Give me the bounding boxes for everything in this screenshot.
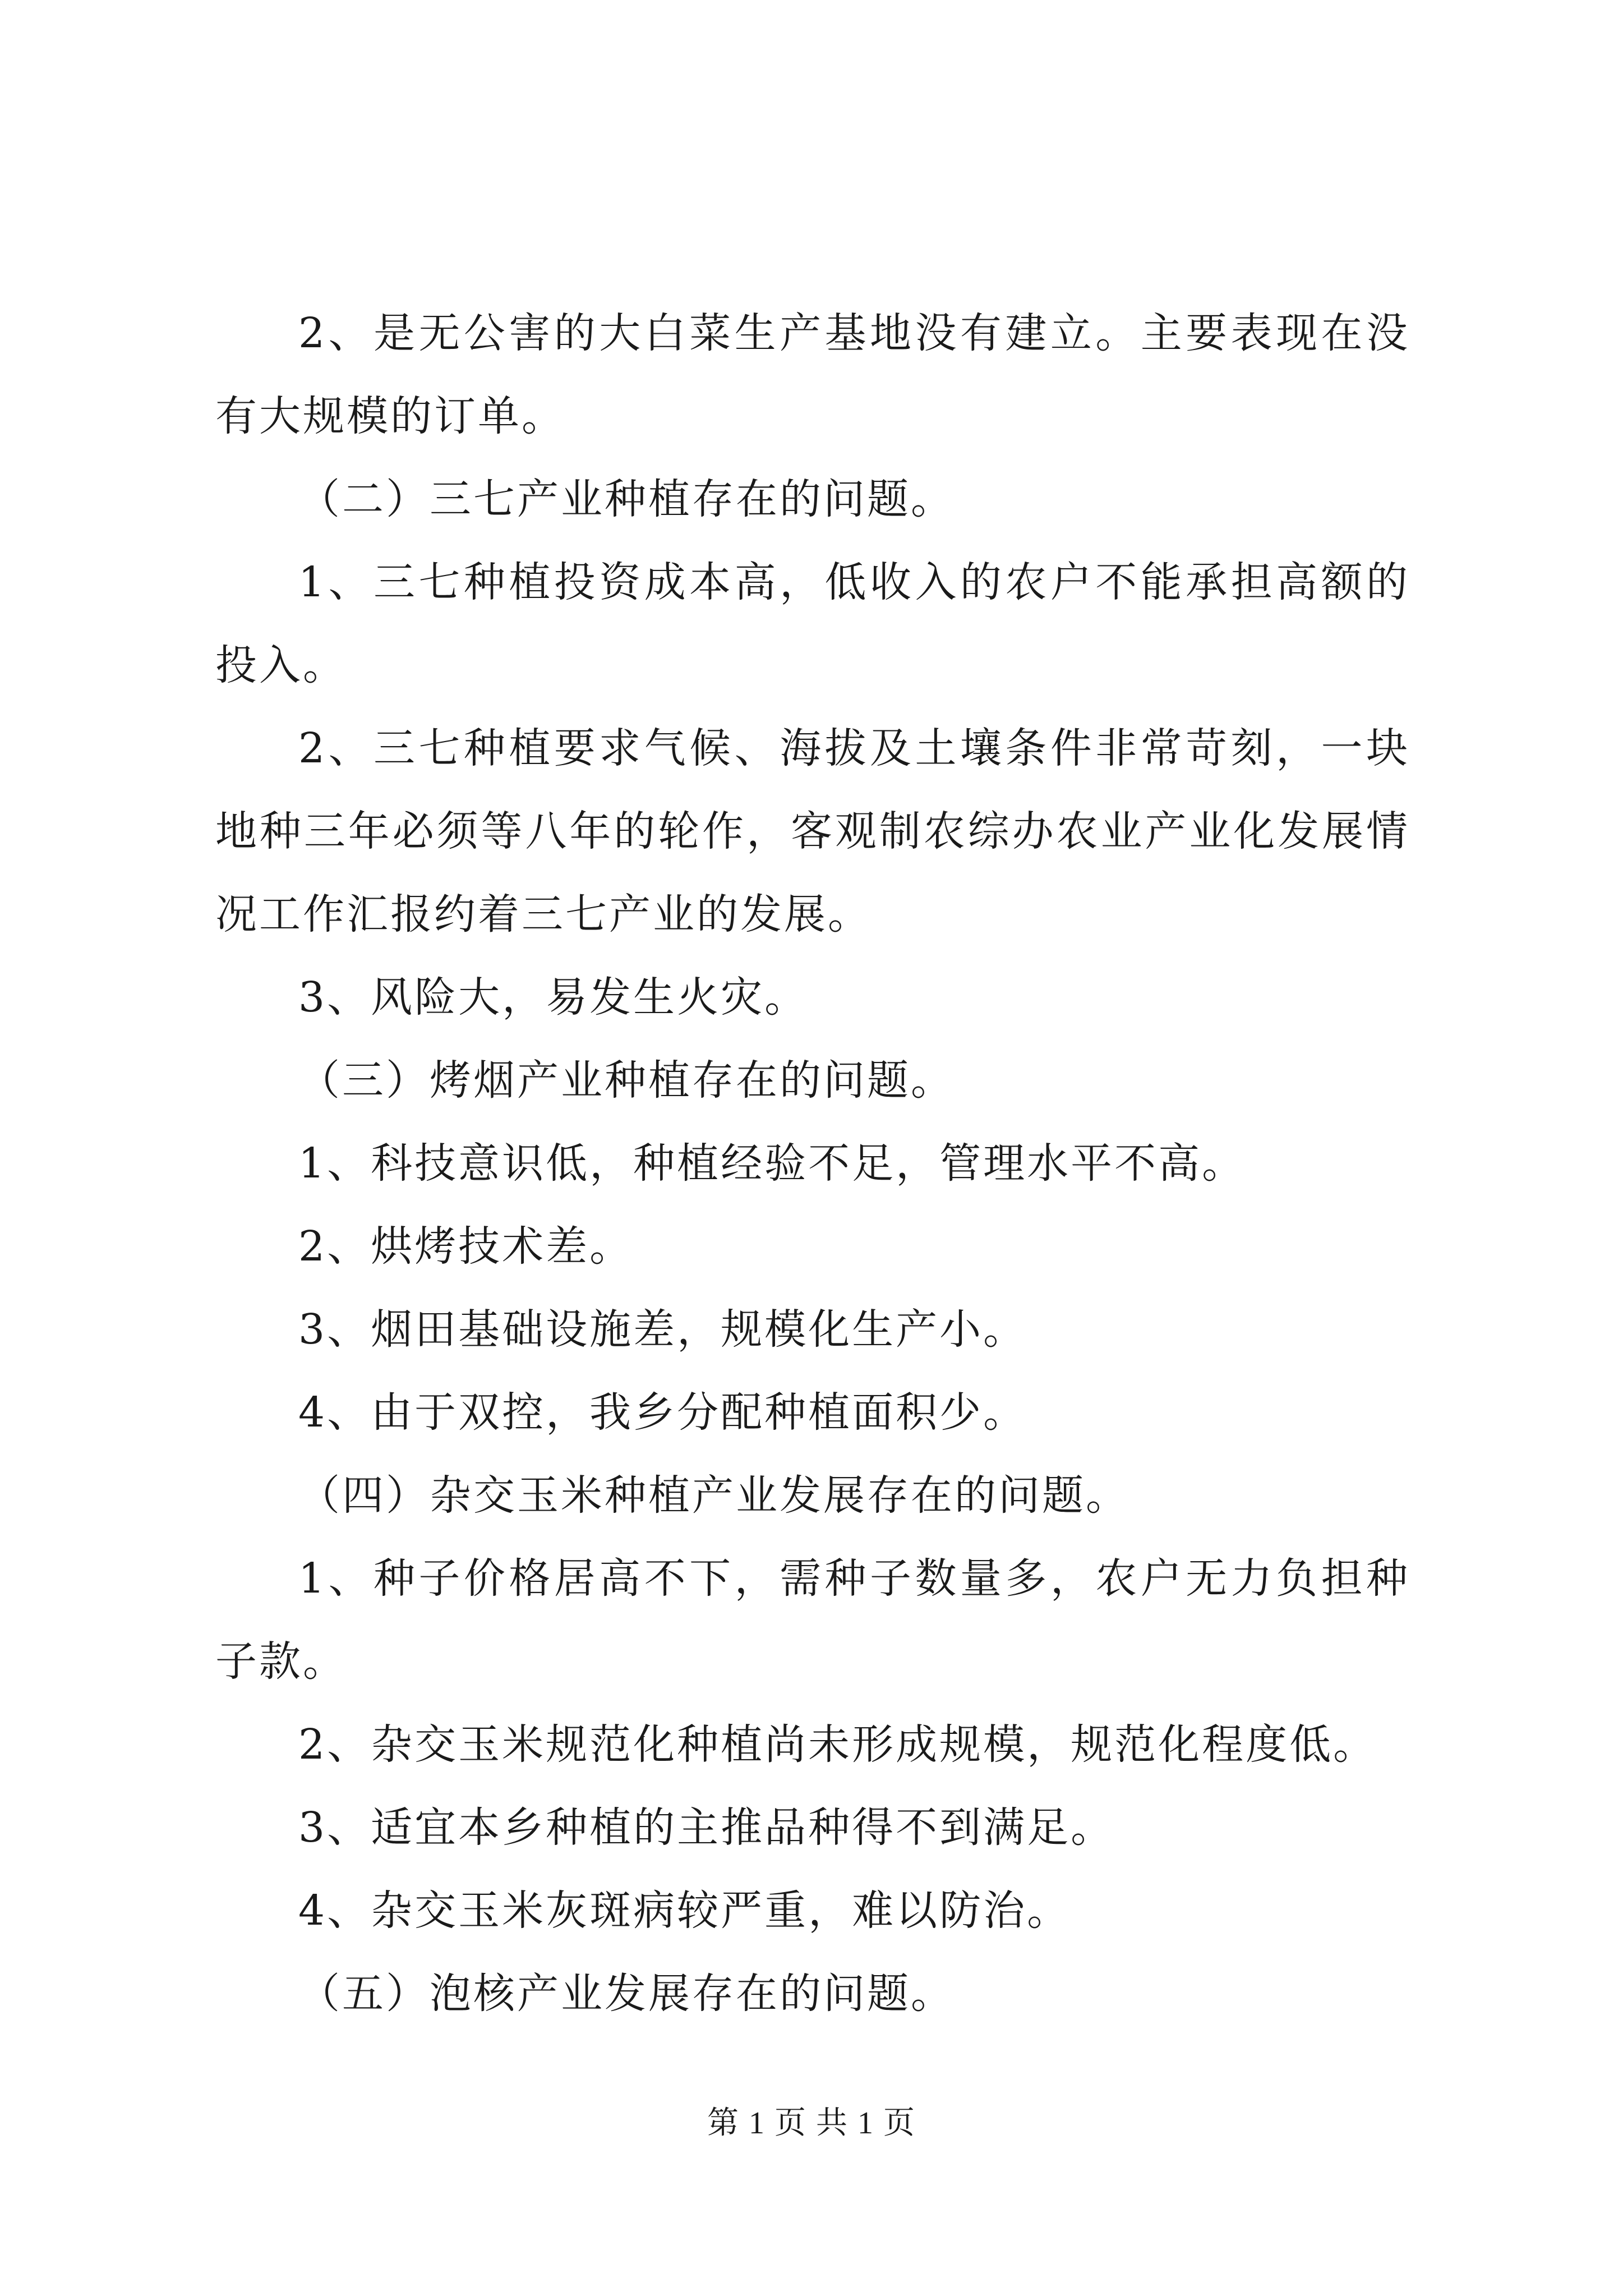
document-body xyxy=(215,292,1410,2035)
paragraph: 4、由于双控，我乡分配种植面积少。 xyxy=(298,1388,1027,1437)
section-heading: （四）杂交玉米种植产业发展存在的问题。 xyxy=(298,1471,1129,1520)
paragraph: 1、科技意识低，种植经验不足，管理水平不高。 xyxy=(298,1139,1246,1188)
paragraph: 2、是无公害的大白菜生产基地没有建立。主要表现在没有大规模的订单。 xyxy=(215,309,1410,440)
section-heading: （二）三七产业种植存在的问题。 xyxy=(298,475,955,523)
paragraph: 3、烟田基础设施差，规模化生产小。 xyxy=(298,1305,1027,1354)
paragraph: 2、烘烤技术差。 xyxy=(298,1222,634,1271)
page-number-footer: 第 1 页 共 1 页 xyxy=(707,2106,916,2141)
paragraph: 2、杂交玉米规范化种植尚未形成规模，规范化程度低。 xyxy=(298,1720,1377,1769)
paragraph: 4、杂交玉米灰斑病较严重，难以防治。 xyxy=(298,1887,1071,1935)
paragraph: 3、适宜本乡种植的主推品种得不到满足。 xyxy=(298,1803,1115,1852)
paragraph: 1、三七种植投资成本高，低收入的农户不能承担高额的投入。 xyxy=(215,558,1410,689)
section-heading: （三）烤烟产业种植存在的问题。 xyxy=(298,1056,955,1105)
paragraph: 3、风险大，易发生火灾。 xyxy=(298,973,809,1022)
paragraph: 1、种子价格居高不下，需种子数量多，农户无力负担种子款。 xyxy=(215,1554,1410,1686)
section-heading: （五）泡核产业发展存在的问题。 xyxy=(298,1970,955,2018)
paragraph: 2、三七种植要求气候、海拔及土壤条件非常苛刻，一块地种三年必须等八年的轮作，客观制农综办农业产业化发展情况工作汇报约着三七产业的发展。 xyxy=(215,724,1410,938)
